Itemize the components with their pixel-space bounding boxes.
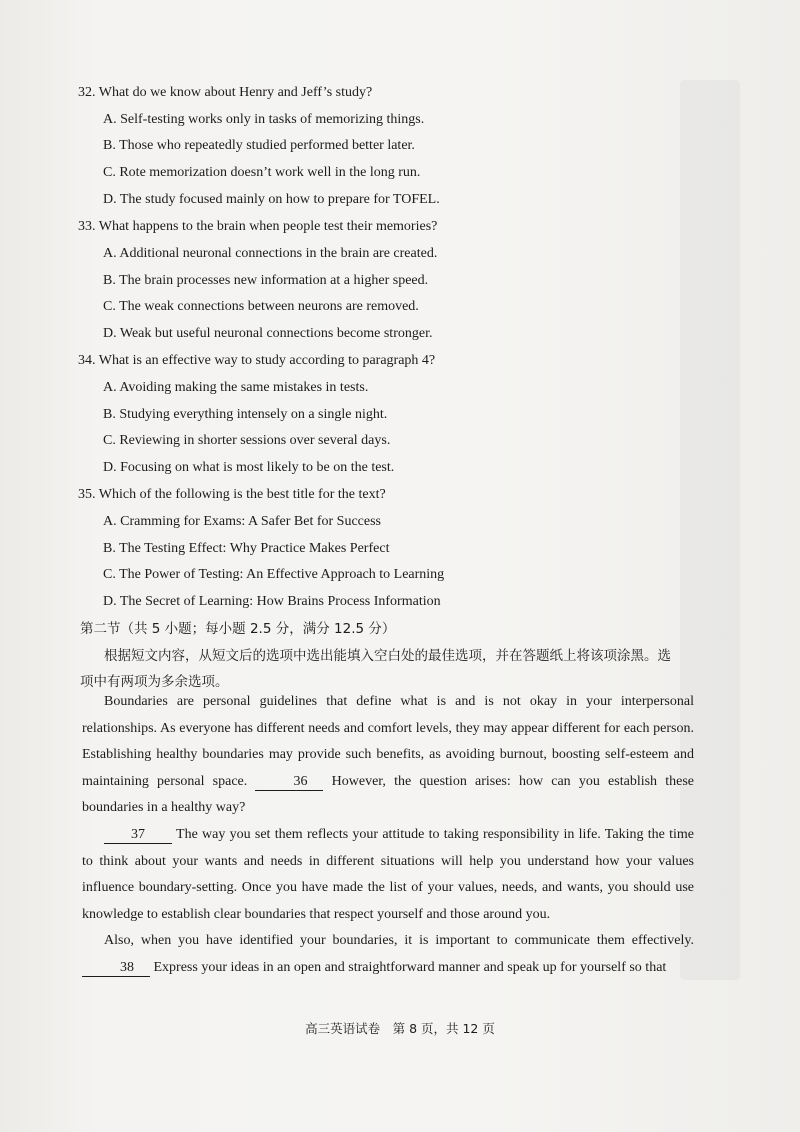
paragraph-1-after-blank: However, the question arises: how can you establish these boundaries in a healthy way?: [82, 773, 695, 816]
section-instruction-line2: 项中有两项为多余选项。: [80, 674, 229, 690]
question-35-option-c: C. The Power of Testing: An Effective Approach to Learning: [103, 567, 445, 582]
question-32-option-b: B. Those who repeatedly studied performed better later.: [103, 138, 415, 153]
question-32-option-c: C. Rote memorization doesn’t work well in the long run.: [103, 165, 421, 180]
question-34-option-d: D. Focusing on what is most likely to be on the test.: [103, 460, 395, 475]
question-34-option-a: A. Avoiding making the same mistakes in tests.: [103, 380, 369, 395]
section-instruction-line1: 根据短文内容，从短文后的选项中选出能填入空白处的最佳选项，并在答题纸上将该项涂黑。选: [104, 648, 671, 664]
question-33-option-c: C. The weak connections between neurons are removed.: [103, 299, 419, 314]
paragraph-3-text: Also, when you have identified your boundaries, it is important to communicate them effectively.: [104, 933, 694, 948]
question-33-option-a: A. Additional neuronal connections in the brain are created.: [103, 246, 438, 261]
question-32-option-a: A. Self-testing works only in tasks of memorizing things.: [103, 112, 425, 127]
question-33-option-d: D. Weak but useful neuronal connections become stronger.: [103, 326, 433, 341]
question-34-stem: 34. What is an effective way to study according to paragraph 4?: [78, 353, 436, 368]
question-35-option-a: A. Cramming for Exams: A Safer Bet for Success: [103, 514, 382, 529]
question-35-stem: 35. Which of the following is the best title for the text?: [78, 487, 386, 502]
section-heading: 第二节（共 5 小题；每小题 2.5 分，满分 12.5 分）: [80, 621, 396, 637]
question-33-option-b: B. The brain processes new information at a higher speed.: [103, 273, 429, 288]
paragraph-1-text: Boundaries are personal guidelines that define what is and is not okay in your interpersonal relationships. As everyone has different needs and comfort levels, they may appear different for each person. Establishing healthy boundaries may provide such benefits, as avoiding burnout, boosting self-esteem and maintaining personal space.: [82, 694, 694, 789]
passage-paragraph-1: [82, 689, 694, 822]
paragraph-2-text: The way you set them reflects your attitude to taking responsibility in life. Taking the time to think about your wants and needs in different situations will help you understand how your values influence boundary-setting. Once you have made the list of your values, needs, and wants, you should use knowledge to establish clear boundaries that respect yourself and those around you.: [82, 827, 694, 922]
question-32-option-d: D. The study focused mainly on how to prepare for TOFEL.: [103, 192, 440, 207]
question-32-stem: 32. What do we know about Henry and Jeff’s study?: [78, 85, 373, 100]
question-35-option-b: B. The Testing Effect: Why Practice Makes Perfect: [103, 541, 390, 556]
passage-paragraph-3: [82, 928, 694, 981]
question-35-option-d: D. The Secret of Learning: How Brains Process Information: [103, 594, 441, 609]
blank-36: 36: [255, 774, 323, 791]
blank-37: 37: [104, 827, 172, 844]
question-34-option-c: C. Reviewing in shorter sessions over several days.: [103, 433, 391, 448]
blank-38: 38: [82, 960, 150, 977]
page-footer: 高三英语试卷 第 8 页，共 12 页: [305, 1021, 495, 1036]
question-33-stem: 33. What happens to the brain when people test their memories?: [78, 219, 438, 234]
paragraph-3-after-blank: Express your ideas in an open and straightforward manner and speak up for yourself so that: [153, 959, 667, 975]
question-34-option-b: B. Studying everything intensely on a single night.: [103, 407, 388, 422]
passage-paragraph-2: [82, 822, 694, 928]
